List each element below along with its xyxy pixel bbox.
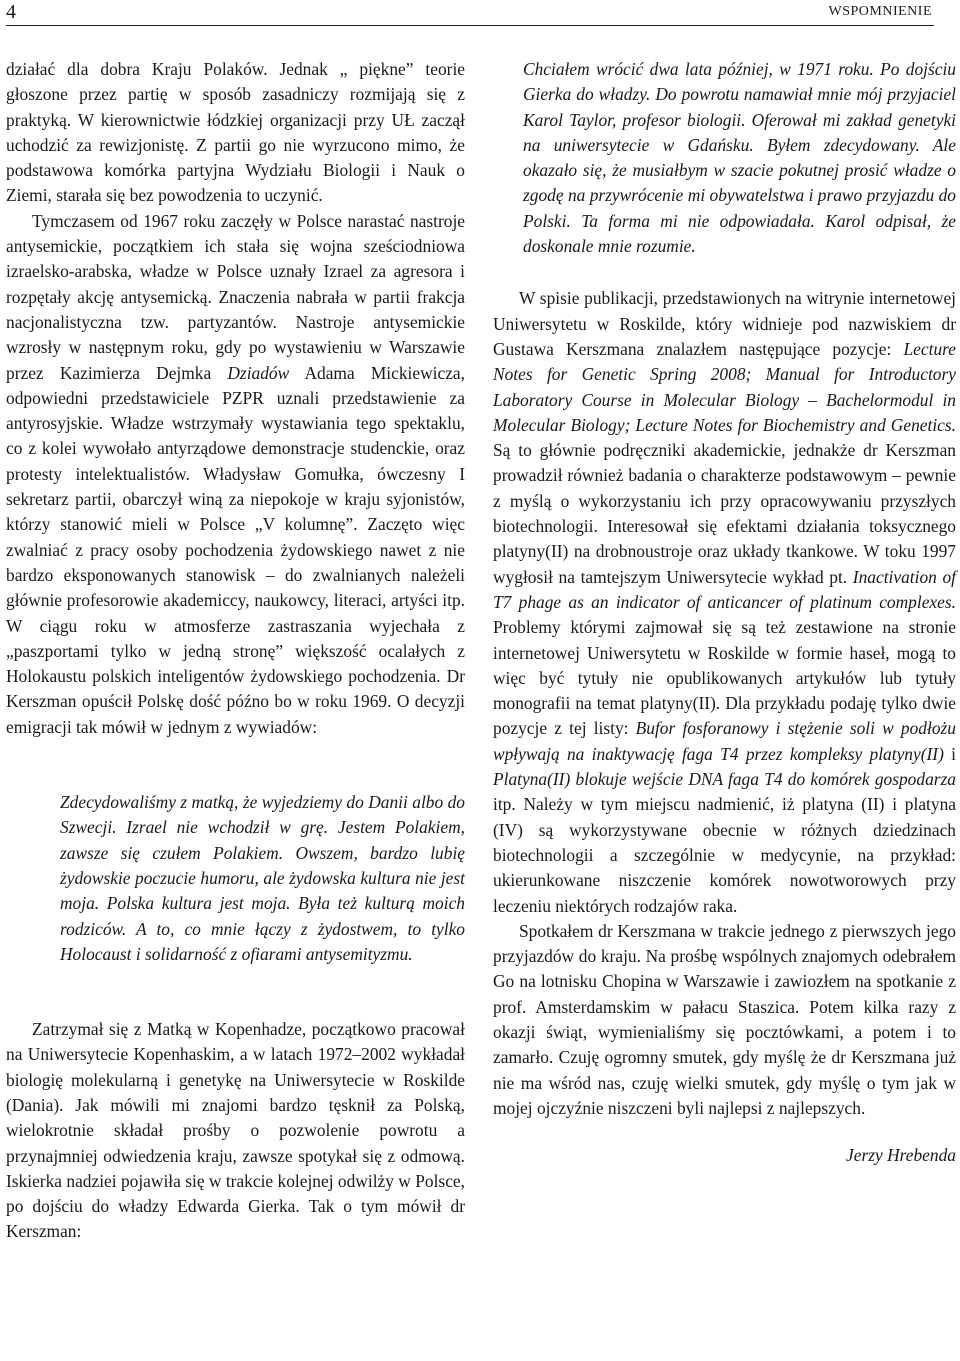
left-paragraph-2-text-a: Tymczasem od 1967 roku zaczęły w Polsce narastać nastroje antysemickie, początkiem ich stała się wojna sześciodniowa izraelsko-arabska, władze w Polsce uznały Izrael za agresora i rozpętały akcję antysemicką. Znaczenia nabrała w partii frakcja nacjonalistyczna tzw. partyzantów. Nastroje antysemickie wzrosły w następnym roku, gdy po wystawieniu w Warszawie przez Kazimierza Dejmka xyxy=(6,210,465,383)
right-column xyxy=(493,57,956,1168)
right-quote: Chciałem wrócić dwa lata później, w 1971 roku. Po dojściu Gierka do władzy. Do powrotu namawiał mnie mój przyjaciel Karol Taylor, profesor biologii. Oferował mi zakład genetyki na uniwersytecie w Gdańsku. Byłem zdecydowany. Ale okazało się, że musiałbym w szacie pokutnej prosić władze o zgodę na przywrócenie mi obywatelstwa i prawo przyjazdu do Polski. Ta forma mi nie odpowiadała. Karol odpisał, że doskonale mnie rozumie. xyxy=(523,59,956,257)
conjunction: i xyxy=(943,743,956,764)
publication-titles: Lecture Notes for Genetic Spring 2008; Manual for Introductory Laboratory Course in Molecular Biology – Bachelormodul in Molecular Biology; Lecture Notes for Biochemistry and Genetics. xyxy=(493,338,956,435)
right-paragraph-1-text-b: Są to głównie podręczniki akademickie, jednakże dr Kerszman prowadził również badania o charakterze podstawowym – pewnie z myślą o wykorzystaniu ich przy opracowywaniu przyszłych biotechnologii. Interesował się efektami działania toksycznego platyny(II) na drobnoustroje oraz układy tkankowe. W toku 1997 wygłosił na tamtejszym Uniwersytecie wykład pt. xyxy=(493,440,956,587)
lecture-title: Inactivation of T7 phage as an indicator of anticancer of platinum complexes. xyxy=(493,566,956,612)
dziadow-title: Dziadów xyxy=(227,362,290,383)
right-paragraph-1-text-d: itp. Należy w tym miejscu nadmienić, iż platyna (II) i platyna (IV) są wykorzystywane obecnie w różnych dziedzinach biotechnologii a szczególnie w medycynie, na przykład: ukierunkowane niszczenie komórek nowotworowych przy leczeniu niektórych rodzajów raka. xyxy=(493,794,956,916)
right-paragraph-1-text-c: Problemy którymi zajmował się są też zestawione na stronie internetowej Uniwersytetu w Roskilde w formie haseł, mogą to więc być tytuły nie opublikowanych artykułów lub tytuły monografii na temat platyny(II). Dla przykładu podaję tylko dwie pozycje z tej listy: xyxy=(493,617,956,739)
left-paragraph-2-text-b: Adama Mickiewicza, odpowiedni przedstawiciele PZPR uznali przedstawienie za antyrosyjskie. Władze wstrzymały wystawiania tego spektaklu, co z kolei wywołało antyrządowe demonstracje studenckie, oraz protesty intelektualistów. Władysław Gomułka, ówczesny I sekretarz partii, obarczył winą za niepokoje w kraju syjonistów, którzy stanowić mieli w Polsce „V kolumnę”. Zaczęto więc zwalniać z pracy osoby pochodzenia żydowskiego nawet z nie bardzo eksponowanych stanowisk – do zwalnianych należeli głównie profesorowie akademiccy, naukowcy, literaci, artyści itp. W ciągu roku w atmosferze zastraszania wyjechała z „paszportami tylko w jedną stronę” większość ocalałych z Holokaustu polskich inteligentów żydowskiego pochodzenia. Dr Kerszman opuścił Polskę dość późno bo w roku 1969. O decyzji emigracji tak mówił w jednym z wywiadów: xyxy=(6,362,465,737)
header-rule xyxy=(6,25,934,26)
right-paragraph-1-text-a: W spisie publikacji, przedstawionych na witrynie internetowej Uniwersytetu w Roskilde, który widnieje pod nazwiskiem dr Gustawa Kerszmana znalazłem następujące pozycje: xyxy=(493,288,956,359)
left-paragraph-1: działać dla dobra Kraju Polaków. Jednak „ piękne” teorie głoszone przez partię w sposób zasadniczy rozmijają się z praktyką. W kierownictwie łódzkiej organizacji przy UŁ zaczął uchodzić za rewizjonistę. Z partii go nie wyrzucono mimo, że podstawowa komórka partyjna Wydziału Biologii i Nauk o Ziemi, starała się bez powodzenia to uczynić. xyxy=(6,59,465,206)
author-signature: Jerzy Hrebenda xyxy=(846,1145,956,1166)
right-paragraph-2: Spotkałem dr Kerszmana w trakcie jednego z pierwszych jego przyjazdów do kraju. Na prośbę wspólnych znajomych odebrałem Go na lotnisku Chopina w Warszawie i zawiozłem na spotkanie z prof. Amsterdamskim w pałacu Staszica. Potem kilka razy z okazji świąt, wymienialiśmy się pocztówkami, a potem i to zamarło. Czuję ogromny smutek, gdy myślę że dr Kerszmana już nie ma wśród nas, czuję wielki smutek, gdy myślę o tym jak w mojej ojczyźnie niszczeni byli najlepsi z najlepszych. xyxy=(493,920,956,1118)
list-item-1: Bufor fosforanowy i stężenie soli w podłożu wpływają na inaktywację faga T4 przez kompleksy platyny(II) xyxy=(493,718,956,764)
left-paragraph-3: Zatrzymał się z Matką w Kopenhadze, początkowo pracował na Uniwersytecie Kopenhaskim, a w latach 1972–2002 wykładał biologię molekularną i genetykę na Uniwersytecie w Roskilde (Dania). Jak mówili mi znajomi bardzo tęsknił za Polską, wielokrotnie składał prośby o pozwolenie powrotu a przynajmniej odwiedzenia kraju, zawsze spotykał się z odmową. Iskierka nadziei pojawiła się w trakcie kolejnej odwilży w Polsce, po dojściu do władzy Edwarda Gierka. Tak o tym mówił dr Kerszman: xyxy=(6,1019,465,1242)
page-number: 4 xyxy=(6,1,16,23)
left-column xyxy=(6,57,465,1245)
left-paragraph-2 xyxy=(6,209,465,740)
left-quote: Zdecydowaliśmy z matką, że wyjedziemy do Danii albo do Szwecji. Izrael nie wchodził w grę. Jestem Polakiem, zawsze się czułem Polakiem. Owszem, bardzo lubię żydowskie poczucie humoru, ale żydowska kultura nie jest moja. Polska kultura jest moja. Była też kulturą moich rodziców. A to, co mnie łączy z żydostwem, to tylko Holocaust i solidarność z ofiarami antysemityzmu. xyxy=(60,792,465,964)
right-paragraph-1 xyxy=(493,286,956,918)
running-head: WSPOMNIENIE xyxy=(828,4,932,19)
list-item-2: Platyna(II) blokuje wejście DNA faga T4 do komórek gospodarza xyxy=(493,769,956,790)
